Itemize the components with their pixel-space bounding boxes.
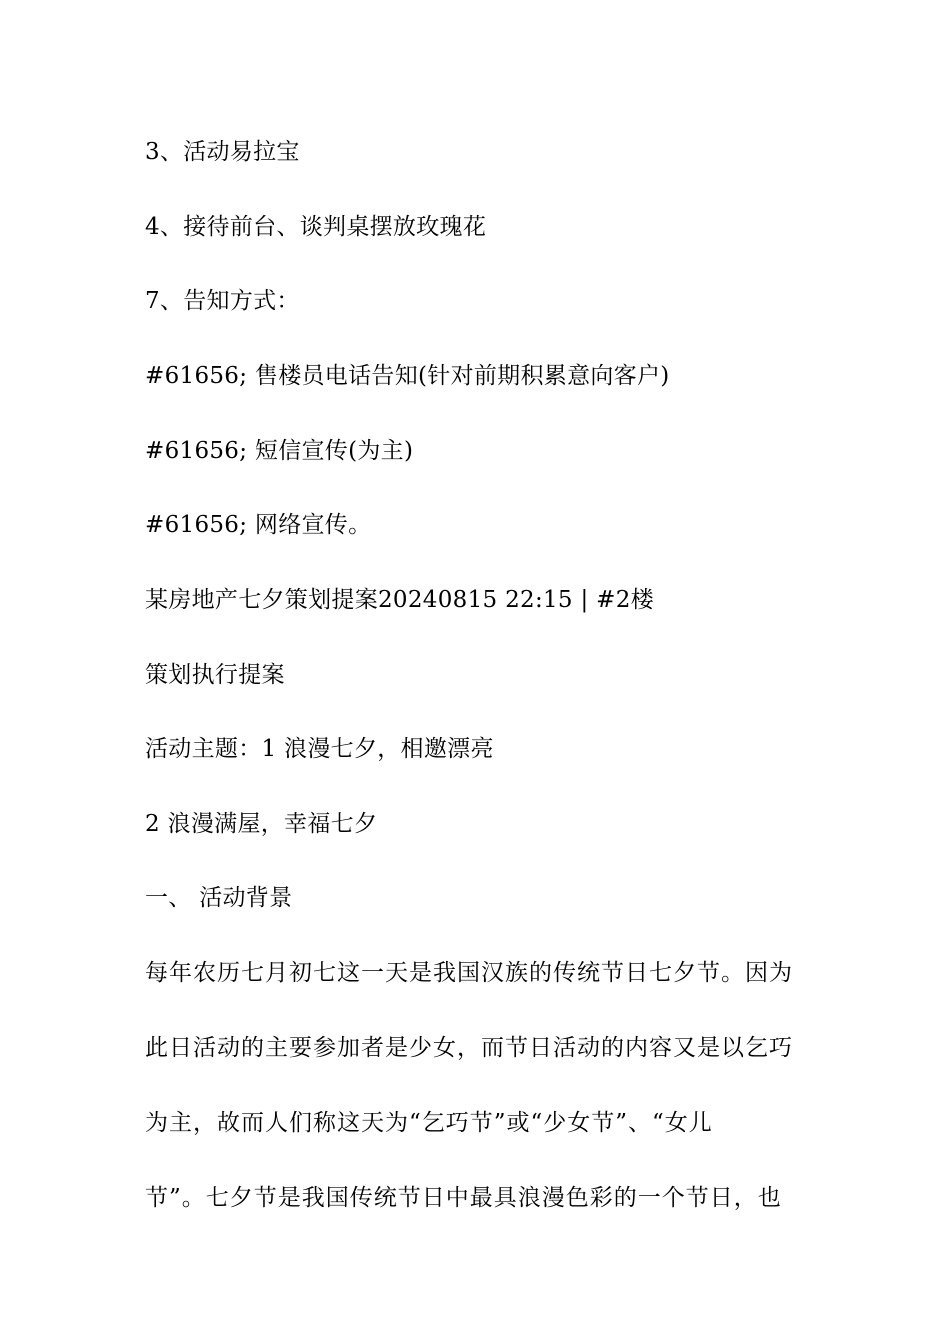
bullet-sms-promotion: #61656; 短信宣传(为主) — [145, 438, 414, 464]
paragraph-line: 节”。七夕节是我国传统节日中最具浪漫色彩的一个节日，也 — [145, 1185, 782, 1211]
post-header: 某房地产七夕策划提案20240815 22:15 | #2楼 — [145, 587, 654, 613]
proposal-title: 策划执行提案 — [145, 662, 285, 688]
theme-line-one: 活动主题：1 浪漫七夕，相邀漂亮 — [145, 736, 494, 762]
theme-line-two: 2 浪漫满屋，幸福七夕 — [145, 811, 378, 837]
bullet-online-promotion: #61656; 网络宣传。 — [145, 512, 372, 538]
background-paragraph — [145, 936, 810, 1236]
paragraph-line: 此日活动的主要参加者是少女，而节日活动的内容又是以乞巧 — [145, 1035, 793, 1061]
paragraph-line: 为主，故而人们称这天为“乞巧节”或“少女节”、“女儿 — [145, 1110, 713, 1136]
paragraph-line: 每年农历七月初七这一天是我国汉族的传统节日七夕节。因为 — [145, 960, 793, 986]
list-item-easel-banner: 3、活动易拉宝 — [145, 139, 300, 165]
section-heading-background: 一、 活动背景 — [145, 885, 293, 911]
bullet-phone-notice: #61656; 售楼员电话告知(针对前期积累意向客户) — [145, 363, 670, 389]
list-item-reception-roses: 4、接待前台、谈判桌摆放玫瑰花 — [145, 214, 487, 240]
section-heading-notification: 7、告知方式： — [145, 288, 300, 314]
